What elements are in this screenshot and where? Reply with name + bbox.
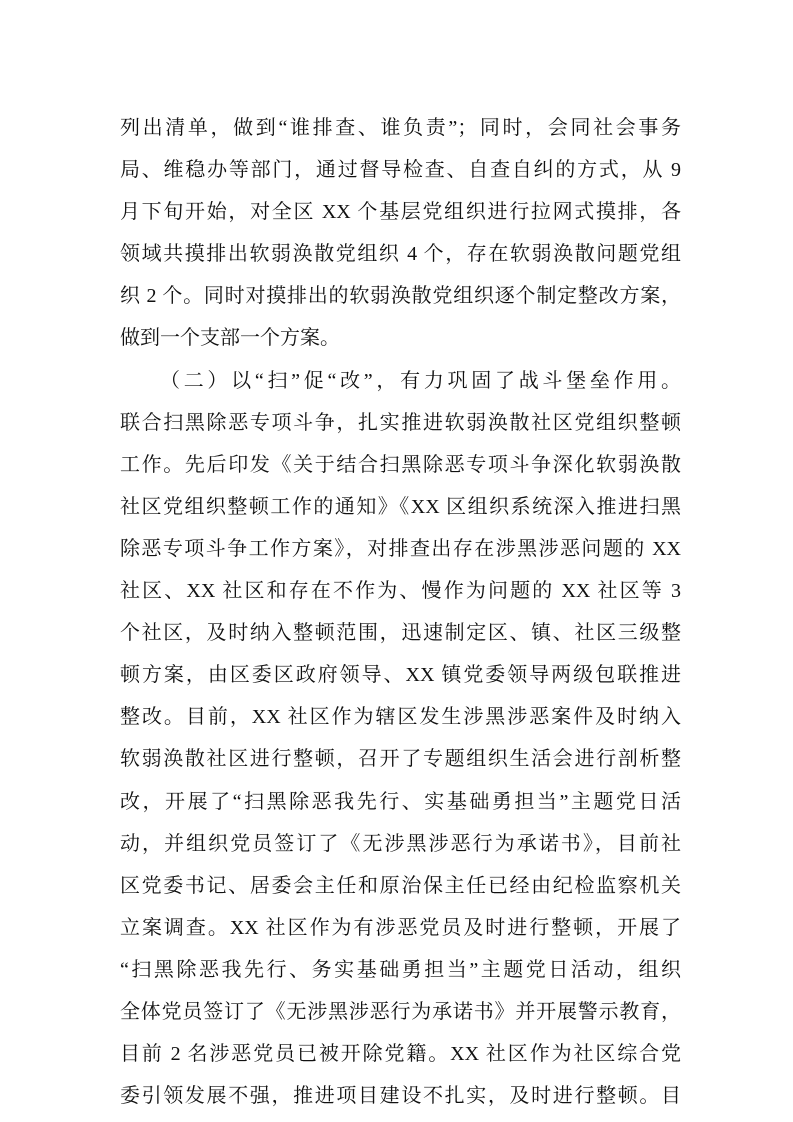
text-line: 月下旬开始，对全区 XX 个基层党组织进行拉网式摸排，各 bbox=[120, 201, 681, 224]
text-line: 做到一个支部一个方案。 bbox=[120, 327, 340, 350]
text-line: 社区、XX 社区和存在不作为、慢作为问题的 XX 社区等 3 bbox=[120, 580, 681, 603]
text-line: 织 2 个。同时对摸排出的软弱涣散党组织逐个制定整改方案， bbox=[120, 285, 681, 308]
text-line: 改，开展了“扫黑除恶我先行、实基础勇担当”主题党日活 bbox=[120, 790, 681, 813]
text-line: 个社区，及时纳入整顿范围，迅速制定区、镇、社区三级整 bbox=[120, 622, 681, 645]
text-line: 委引领发展不强，推进项目建设不扎实，及时进行整顿。目 bbox=[120, 1085, 681, 1108]
text-line: 目前 2 名涉恶党员已被开除党籍。XX 社区作为社区综合党 bbox=[120, 1043, 681, 1066]
text-line: 联合扫黑除恶专项斗争，扎实推进软弱涣散社区党组织整顿 bbox=[120, 411, 681, 434]
text-line: 全体党员签订了《无涉黑涉恶行为承诺书》并开展警示教育， bbox=[120, 1000, 681, 1023]
text-line: 局、维稳办等部门，通过督导检查、自查自纠的方式，从 9 bbox=[120, 159, 681, 182]
text-line: “扫黑除恶我先行、务实基础勇担当”主题党日活动，组织 bbox=[120, 958, 681, 981]
text-line: 社区党组织整顿工作的通知》《XX 区组织系统深入推进扫黑 bbox=[120, 495, 681, 518]
document-page bbox=[120, 107, 681, 1117]
text-line: 列出清单，做到“谁排查、谁负责”；同时，会同社会事务 bbox=[120, 117, 681, 139]
text-line: 动，并组织党员签订了《无涉黑涉恶行为承诺书》，目前社 bbox=[120, 832, 681, 855]
text-line: 工作。先后印发《关于结合扫黑除恶专项斗争深化软弱涣散 bbox=[120, 453, 681, 476]
text-line: 软弱涣散社区进行整顿，召开了专题组织生活会进行剖析整 bbox=[120, 748, 681, 771]
text-line: 领域共摸排出软弱涣散党组织 4 个，存在软弱涣散问题党组 bbox=[120, 243, 681, 266]
text-line: 区党委书记、居委会主任和原治保主任已经由纪检监察机关 bbox=[120, 874, 681, 897]
text-line: 除恶专项斗争工作方案》，对排查出存在涉黑涉恶问题的 XX bbox=[120, 537, 681, 560]
text-line: 顿方案，由区委区政府领导、XX 镇党委领导两级包联推进 bbox=[120, 664, 681, 687]
text-line: 立案调查。XX 社区作为有涉恶党员及时进行整顿，开展了 bbox=[120, 916, 681, 939]
text-line: （二）以“扫”促“改”，有力巩固了战斗堡垒作用。 bbox=[160, 369, 681, 392]
text-line: 整改。目前，XX 社区作为辖区发生涉黑涉恶案件及时纳入 bbox=[120, 706, 681, 729]
